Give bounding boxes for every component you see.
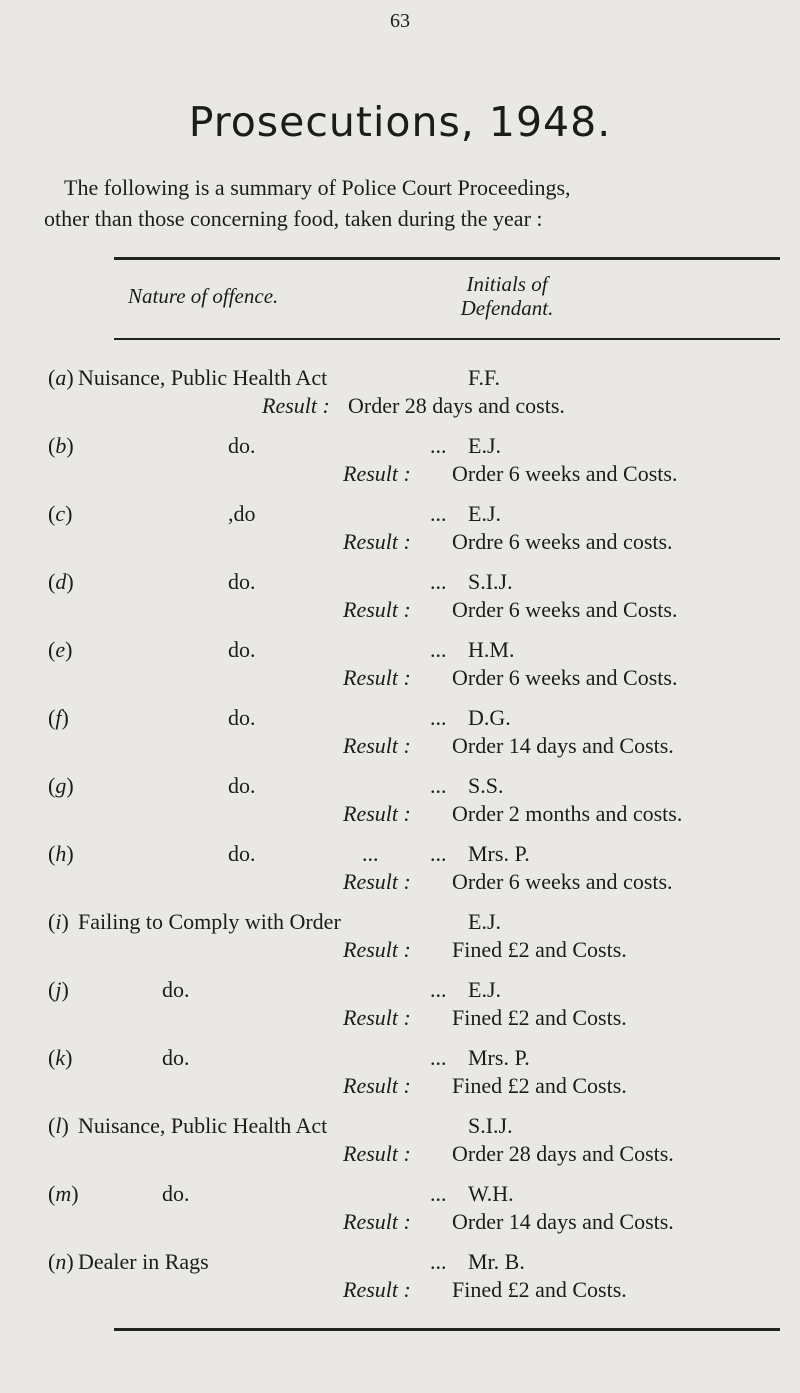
entry-label: (f) (48, 705, 69, 730)
result-text: Order 6 weeks and Costs. (452, 461, 678, 486)
leader-dots: ... (430, 977, 447, 1002)
result-label: Result : (262, 393, 330, 418)
entry-row (0, 567, 800, 597)
header-bottom-rule (114, 338, 780, 340)
leader-dots: ... (430, 773, 447, 798)
entry-row (0, 363, 800, 393)
entry-defendant-initials: S.S. (468, 773, 504, 798)
result-label: Result : (343, 529, 411, 554)
entry-letter: c (55, 501, 66, 526)
entry-defendant-initials: E.J. (468, 977, 501, 1002)
entry-label: (h) (48, 841, 74, 866)
entry-label: (e) (48, 637, 73, 662)
entry-label: (b) (48, 433, 74, 458)
entry-offence: Failing to Comply with Order (78, 909, 341, 934)
leader-dots: ... (430, 501, 447, 526)
entry-letter: f (55, 705, 62, 730)
entry-result-row (0, 527, 800, 557)
entry-label: (d) (48, 569, 74, 594)
entry-label: (n) (48, 1249, 74, 1274)
result-text: Order 14 days and Costs. (452, 733, 674, 758)
entry-defendant-initials: D.G. (468, 705, 511, 730)
result-text: Order 6 weeks and costs. (452, 869, 673, 894)
entry-label: (j) (48, 977, 69, 1002)
entry-offence: do. (162, 1181, 190, 1206)
entry-defendant-initials: E.J. (468, 909, 501, 934)
header-initials-of-defendant (426, 272, 588, 320)
entry-letter: m (55, 1181, 72, 1206)
header-nature-of-offence: Nature of offence. (128, 284, 279, 308)
entry-letter: b (55, 433, 67, 458)
result-label: Result : (343, 1209, 411, 1234)
leader-dots: ... (430, 433, 447, 458)
entry-defendant-initials: H.M. (468, 637, 515, 662)
entry-letter: l (55, 1113, 62, 1138)
header-initials-line-2: Defendant. (460, 296, 554, 320)
entry-row (0, 1043, 800, 1073)
entry-letter: n (55, 1249, 67, 1274)
header-top-rule (114, 257, 780, 260)
entry-result-row (0, 731, 800, 761)
entry-row (0, 635, 800, 665)
entry-defendant-initials: Mrs. P. (468, 1045, 530, 1070)
result-text: Order 14 days and Costs. (452, 1209, 674, 1234)
result-label: Result : (343, 1005, 411, 1030)
entry-result-row (0, 799, 800, 829)
result-text: Order 6 weeks and Costs. (452, 597, 678, 622)
entry-row (0, 771, 800, 801)
result-label: Result : (343, 1141, 411, 1166)
result-label: Result : (343, 461, 411, 486)
result-label: Result : (343, 801, 411, 826)
entry-label: (l) (48, 1113, 69, 1138)
entry-defendant-initials: W.H. (468, 1181, 514, 1206)
entry-letter: h (55, 841, 67, 866)
entry-label: (g) (48, 773, 74, 798)
entry-row (0, 1247, 800, 1277)
leader-dots: ... (430, 841, 447, 866)
entry-result-row (0, 867, 800, 897)
entry-row (0, 703, 800, 733)
entry-letter: i (55, 909, 62, 934)
page-number: 63 (390, 10, 410, 32)
result-label: Result : (343, 597, 411, 622)
entry-label: (a) (48, 365, 74, 390)
leader-dots: ... (430, 705, 447, 730)
page-title: Prosecutions, 1948. (188, 98, 612, 146)
intro-line-1: The following is a summary of Police Court Proceedings, (64, 175, 571, 200)
result-text: Fined £2 and Costs. (452, 1277, 627, 1302)
entry-label: (k) (48, 1045, 73, 1070)
result-label: Result : (343, 1073, 411, 1098)
entry-letter: a (55, 365, 67, 390)
entry-result-row (0, 1003, 800, 1033)
entry-row (0, 431, 800, 461)
leader-dots: ... (430, 569, 447, 594)
entry-row (0, 1111, 800, 1141)
entry-result-row (0, 391, 800, 421)
entry-result-row (0, 935, 800, 965)
entry-offence: do. (162, 1045, 190, 1070)
result-text: Fined £2 and Costs. (452, 1005, 627, 1030)
result-text: Order 6 weeks and Costs. (452, 665, 678, 690)
result-text: Fined £2 and Costs. (452, 937, 627, 962)
entry-row (0, 499, 800, 529)
leader-dots-extra: ... (362, 841, 379, 866)
result-text: Order 2 months and costs. (452, 801, 683, 826)
entry-offence: do. (162, 977, 190, 1002)
entry-defendant-initials: Mrs. P. (468, 841, 530, 866)
result-label: Result : (343, 1277, 411, 1302)
entry-offence: ,do (228, 501, 256, 526)
entry-result-row (0, 1207, 800, 1237)
result-text: Fined £2 and Costs. (452, 1073, 627, 1098)
entry-row (0, 907, 800, 937)
entry-row (0, 839, 800, 869)
entry-result-row (0, 1071, 800, 1101)
leader-dots: ... (430, 1249, 447, 1274)
entry-offence: do. (228, 569, 256, 594)
entry-result-row (0, 1139, 800, 1169)
entry-letter: k (55, 1045, 66, 1070)
entry-offence: Nuisance, Public Health Act (78, 365, 328, 390)
entry-label: (i) (48, 909, 69, 934)
leader-dots: ... (430, 1181, 447, 1206)
entry-defendant-initials: S.I.J. (468, 569, 513, 594)
entry-offence: do. (228, 433, 256, 458)
leader-dots: ... (430, 637, 447, 662)
entry-offence: do. (228, 705, 256, 730)
result-text: Order 28 days and costs. (348, 393, 565, 418)
leader-dots: ... (430, 1045, 447, 1070)
entry-offence: do. (228, 637, 256, 662)
entry-letter: j (55, 977, 62, 1002)
entry-offence: do. (228, 773, 256, 798)
entry-offence: Nuisance, Public Health Act (78, 1113, 328, 1138)
entry-defendant-initials: E.J. (468, 501, 501, 526)
entry-result-row (0, 459, 800, 489)
entry-offence: do. (228, 841, 256, 866)
result-label: Result : (343, 733, 411, 758)
result-text: Order 28 days and Costs. (452, 1141, 674, 1166)
entry-result-row (0, 595, 800, 625)
result-label: Result : (343, 937, 411, 962)
entry-defendant-initials: S.I.J. (468, 1113, 513, 1138)
header-initials-line-1: Initials of (466, 272, 548, 296)
entry-result-row (0, 663, 800, 693)
entry-defendant-initials: F.F. (468, 365, 500, 390)
result-text: Ordre 6 weeks and costs. (452, 529, 673, 554)
entry-result-row (0, 1275, 800, 1305)
result-label: Result : (343, 665, 411, 690)
entry-letter: d (55, 569, 67, 594)
entry-label: (m) (48, 1181, 79, 1206)
entry-letter: g (55, 773, 67, 798)
entry-offence: Dealer in Rags (78, 1249, 209, 1274)
entry-letter: e (55, 637, 66, 662)
result-label: Result : (343, 869, 411, 894)
entry-defendant-initials: Mr. B. (468, 1249, 525, 1274)
entry-row (0, 975, 800, 1005)
entry-defendant-initials: E.J. (468, 433, 501, 458)
intro-line-2: other than those concerning food, taken during the year : (44, 206, 543, 231)
table-bottom-rule (114, 1328, 780, 1331)
intro-paragraph (0, 172, 800, 234)
entry-label: (c) (48, 501, 73, 526)
entry-row (0, 1179, 800, 1209)
